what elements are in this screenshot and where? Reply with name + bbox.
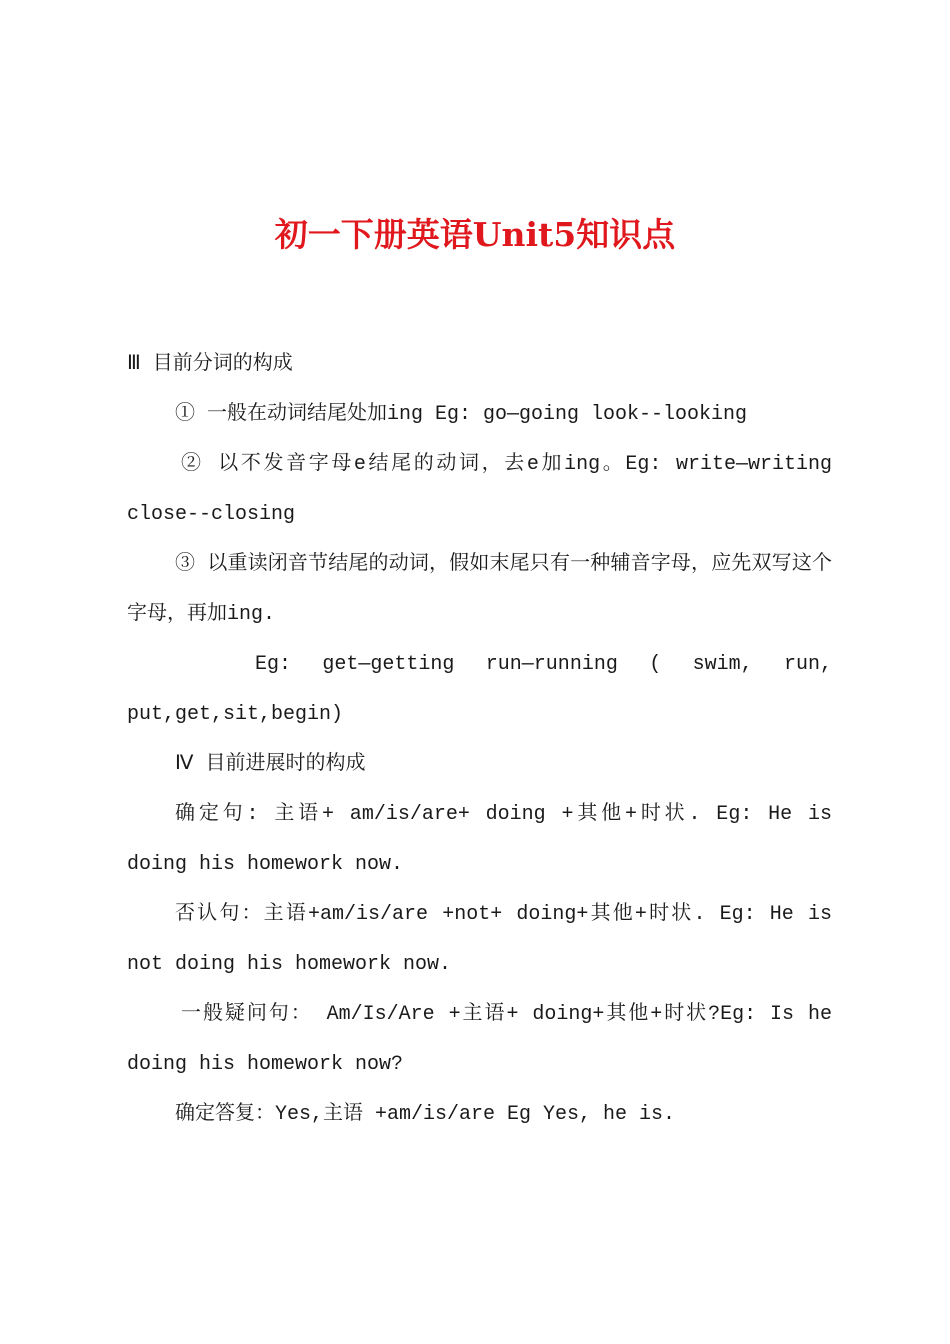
document-title: 初一下册英语Unit5知识点 (274, 215, 676, 254)
rule-paragraph-1: ① 一般在动词结尾处加ing Eg: go—going look--looking (175, 403, 748, 426)
document-body (127, 340, 832, 1140)
affirmative-sentence-paragraph: 确定句: 主语+ am/is/are+ doing +其他+时状. Eg: He is doing his homework now. (127, 803, 832, 876)
section-heading-iv: Ⅳ 目前进展时的构成 (175, 753, 366, 776)
negative-sentence-paragraph: 否认句：主语+am/is/are +not+ doing+其他+时状. Eg: He is not doing his homework now. (127, 903, 832, 976)
section-heading-iii: Ⅲ 目前分词的构成 (127, 353, 293, 376)
rule-paragraph-3: ③ 以重读闭音节结尾的动词，假如末尾只有一种辅音字母，应先双写这个字母，再加ing. (127, 553, 832, 626)
rule-paragraph-2: ② 以不发音字母e结尾的动词，去e加ing。Eg: write—writing close--closing (127, 453, 832, 526)
question-sentence-paragraph: 一般疑问句： Am/Is/Are +主语+ doing+其他+时状?Eg: Is he doing his homework now? (127, 1003, 832, 1076)
affirmative-answer-paragraph: 确定答复：Yes,主语 +am/is/are Eg Yes, he is. (175, 1103, 676, 1126)
example-paragraph: Eg: get—getting run—running ( swim, run, put,get,sit,begin) (127, 653, 832, 726)
